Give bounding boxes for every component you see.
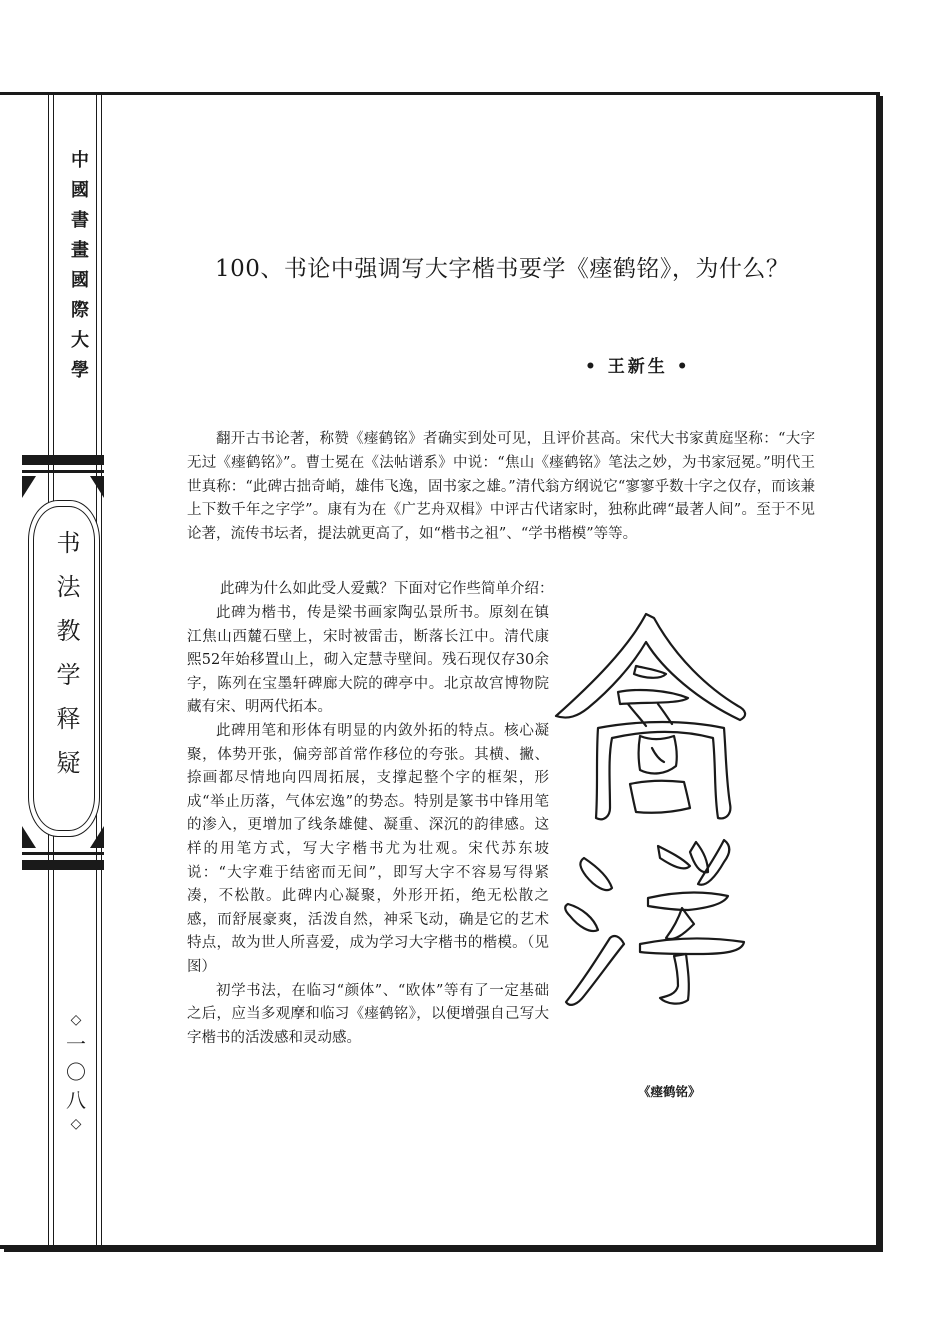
ornament-band-top	[22, 455, 104, 465]
section-topic: 书法教学释疑	[52, 530, 80, 794]
paragraph-2: 此碑为什么如此受人爱戴？下面对它作些简单介绍：	[220, 581, 554, 597]
calligraphy-stroke	[618, 690, 688, 704]
paragraph-4: 此碑用笔和形体有明显的内敛外拓的特点。核心凝聚，体势开张，偏旁部首常作移位的夸张。其横、撇、捺画都尽情地向四周拓展，支撑起整个字的框架，形成“举止历落，气体宏逸”的势态。特别是篆书中锋用笔的渗入，更增加了线条雄健、凝重、深沉的韵律感。这样的用笔方式，写大字楷书尤为壮观。宋代苏东坡说：“大字难于结密而无间”，即写大字不容易写得紧凑，不松散。此碑内心凝聚，外形开拓，绝无松散之感，而舒展豪爽，活泼自然，神采飞动，确是它的艺术特点，故为世人所喜爱，成为学习大字楷书的楷模。（见图）	[187, 722, 549, 975]
calligraphy-stroke	[634, 666, 666, 678]
calligraphy-stroke	[565, 904, 598, 931]
calligraphy-stroke	[580, 858, 612, 890]
calligraphy-stroke	[652, 748, 664, 762]
calligraphy-stroke	[660, 954, 689, 1004]
article-author: • 王新生 •	[585, 357, 691, 377]
page-number	[62, 1010, 90, 1134]
calligraphy-stroke	[648, 892, 728, 910]
ornament-band-top-thin	[22, 470, 104, 473]
ornament-wing-bottom-right	[90, 826, 104, 848]
calligraphy-stroke	[566, 936, 624, 1005]
calligraphy-stroke	[690, 842, 708, 872]
column-text	[187, 602, 549, 1050]
ornament-band-bottom-thin	[22, 852, 104, 855]
university-name: 中國書畫國際大學	[68, 150, 89, 390]
sidebar-rule-outer-right	[101, 95, 102, 1249]
page-number-digit: 一	[66, 1032, 86, 1056]
ornament-wing-top-left	[22, 476, 36, 498]
calligraphy-stroke	[630, 781, 690, 813]
calligraphy-figure	[548, 608, 753, 1018]
ornament-wing-bottom-left	[22, 826, 36, 848]
paragraph-5: 初学书法，在临习“颜体”、“欧体”等有了一定基础之后，应当多观摩和临习《瘗鹤铭》，以便增强自己写大字楷书的活泼感和灵动感。	[187, 982, 549, 1046]
calligraphy-stroke	[658, 846, 690, 868]
ornament-wing-top-right	[90, 476, 104, 498]
calligraphy-stroke	[640, 938, 744, 954]
paragraph-3: 此碑为楷书，传是梁书画家陶弘景所书。原刻在镇江焦山西麓石壁上，宋时被雷击，断落长江中。清代康熙52年始移置山上，砌入定慧寺壁间。残石现仅存30余字，陈列在宝墨轩碑廊大院的碑亭中。北京故宫博物院藏有宋、明两代拓本。	[187, 605, 549, 716]
calligraphy-stroke	[556, 614, 745, 720]
calligraphy-stroke	[639, 736, 677, 773]
diamond-icon: ◇	[70, 1012, 82, 1028]
paragraph-1: 翻开古书论著，称赞《瘗鹤铭》者确实到处可见，且评价甚高。宋代大书家黄庭坚称：“大字无过《瘗鹤铭》”。曹士冕在《法帖谱系》中说：“焦山《瘗鹤铭》笔法之妙，为书家冠冕。”明代王世真称：“此碑古拙奇峭，雄伟飞逸，固书家之雄。”清代翁方纲说它“寥寥乎数十字之仅存，而该兼上下数千年之字学”。康有为在《广艺舟双楫》中评古代诸家时，独称此碑“最著人间”。至于不见论著，流传书坛者，提法就更高了，如“楷书之祖”、“学书楷模”等等。	[187, 431, 815, 543]
diamond-icon: ◇	[70, 1116, 82, 1132]
frame-shadow-bottom	[4, 1249, 883, 1252]
calligraphy-stroke	[666, 908, 694, 939]
frame-shadow-right	[880, 96, 883, 1252]
page-number-digit: 八	[66, 1088, 86, 1112]
page-number-digit: 〇	[66, 1060, 86, 1084]
calligraphy-stroke	[698, 840, 729, 885]
figure-caption: 《瘗鹤铭》	[638, 1084, 701, 1099]
ornament-band-bottom	[22, 860, 104, 870]
calligraphy-stroke	[596, 722, 730, 819]
article-title: 100、书论中强调写大字楷书要学《瘗鹤铭》，为什么？	[215, 256, 790, 282]
